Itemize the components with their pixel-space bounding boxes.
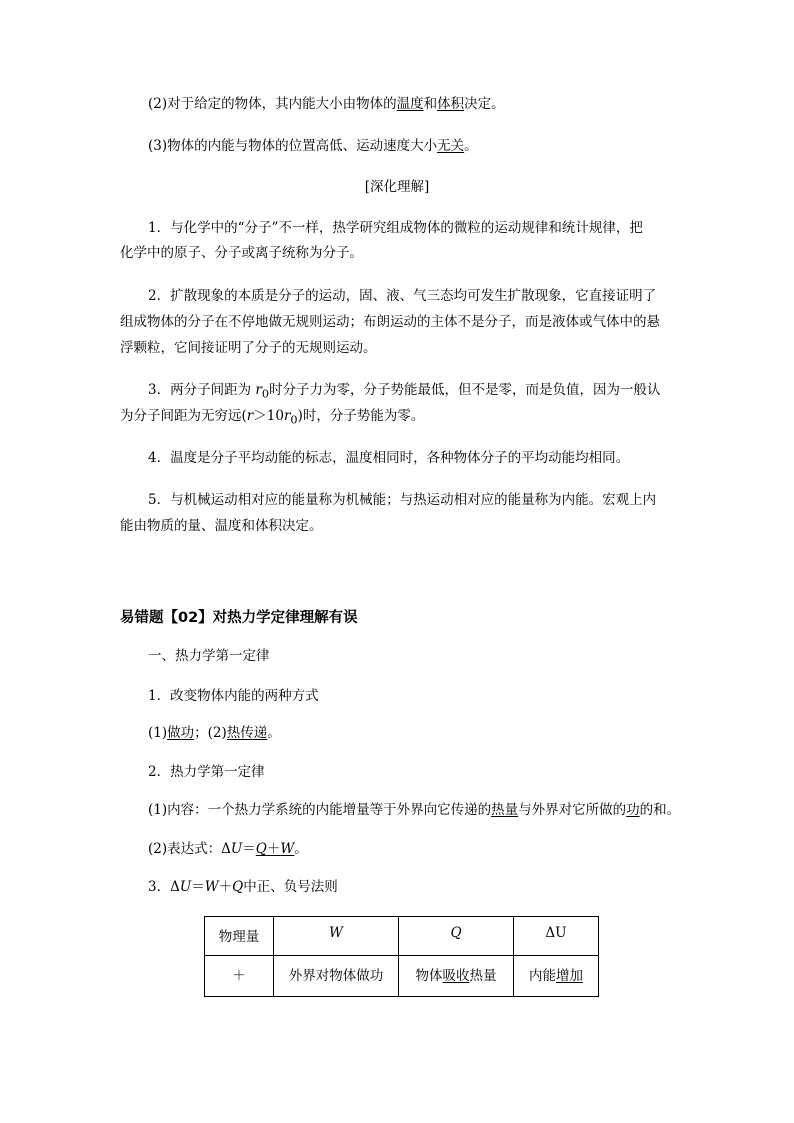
paragraph-internal-energy-3: (3)物体的内能与物体的位置高低、运动速度大小无关。 <box>148 138 478 154</box>
table-header-delta-u: ΔU <box>514 917 599 956</box>
item-4: 4．温度是分子平均动能的标志，温度相同时，各种物体分子的平均动能均相同。 <box>148 450 630 466</box>
item-2-line-2: 组成物体的分子在不停地做无规则运动；布朗运动的主体不是分子，而是液体或气体中的悬 <box>120 314 660 330</box>
item-2-line-3: 浮颗粒，它间接证明了分子的无规则运动。 <box>120 340 377 356</box>
subheading-first-law-2: 2．热力学第一定律 <box>148 764 265 780</box>
item-3-line-2: 为分子间距为无穷远$(r>10r_0)$时，分子势能为零。 <box>120 408 425 427</box>
table-cell-heat: 物体吸收热量 <box>399 956 514 997</box>
underlined-work-2: 功 <box>626 802 640 818</box>
table-row <box>205 956 599 997</box>
item-2-line-1: 2．扩散现象的本质是分子的运动，固、液、气三态均可发生扩散现象，它直接证明了 <box>148 288 657 304</box>
sign-rule-table <box>204 916 599 997</box>
table-header-row <box>205 917 599 956</box>
ways-line: (1)做功；(2)热传递。 <box>148 725 281 741</box>
underlined-volume: 体积 <box>437 96 465 112</box>
item-1-line-1: 1．与化学中的“分子”不一样，热学研究组成物体的微粒的运动规律和统计规律，把 <box>148 220 643 236</box>
heading-error-02: 易错题【02】对热力学定律理解有误 <box>120 610 358 626</box>
underlined-heat-transfer: 热传递 <box>226 725 268 741</box>
subheading-first-law: 一、热力学第一定律 <box>148 648 270 664</box>
item-5-line-1: 5．与机械运动相对应的能量称为机械能；与热运动相对应的能量称为内能。宏观上内 <box>148 492 657 508</box>
subheading-two-ways: 1．改变物体内能的两种方式 <box>148 688 319 704</box>
underlined-heat: 热量 <box>491 802 519 818</box>
item-5-line-2: 能由物质的量、温度和体积决定。 <box>120 518 323 534</box>
section-title-deep-understanding: [深化理解] <box>364 179 430 195</box>
underlined-expression: Q＋W <box>255 841 295 857</box>
table-header-w: W <box>274 917 399 956</box>
table-header-q: Q <box>399 917 514 956</box>
item-1-line-2: 化学中的原子、分子或离子统称为分子。 <box>120 245 363 261</box>
paragraph-internal-energy-2: (2)对于给定的物体，其内能大小由物体的温度和体积决定。 <box>148 96 505 112</box>
table-cell-work: 外界对物体做功 <box>274 956 399 997</box>
expression-line: (2)表达式：ΔU＝Q＋W。 <box>148 841 308 857</box>
content-line: (1)内容：一个热力学系统的内能增量等于外界向它传递的热量与外界对它所做的功的和。 <box>148 802 681 818</box>
subheading-sign-rules: 3．ΔU＝W＋Q中正、负号法则 <box>148 879 338 895</box>
table-header-quantity: 物理量 <box>205 917 274 956</box>
table-cell-energy: 内能增加 <box>514 956 599 997</box>
table-cell-sign: ＋ <box>205 956 274 997</box>
underlined-work: 做功 <box>167 725 195 741</box>
underlined-unrelated: 无关 <box>437 138 465 154</box>
item-3-line-1: 3．两分子间距为 $r_0$时分子力为零，分子势能最低，但不是零，而是负值，因为一般认 <box>148 382 661 401</box>
underlined-temperature: 温度 <box>396 96 424 112</box>
